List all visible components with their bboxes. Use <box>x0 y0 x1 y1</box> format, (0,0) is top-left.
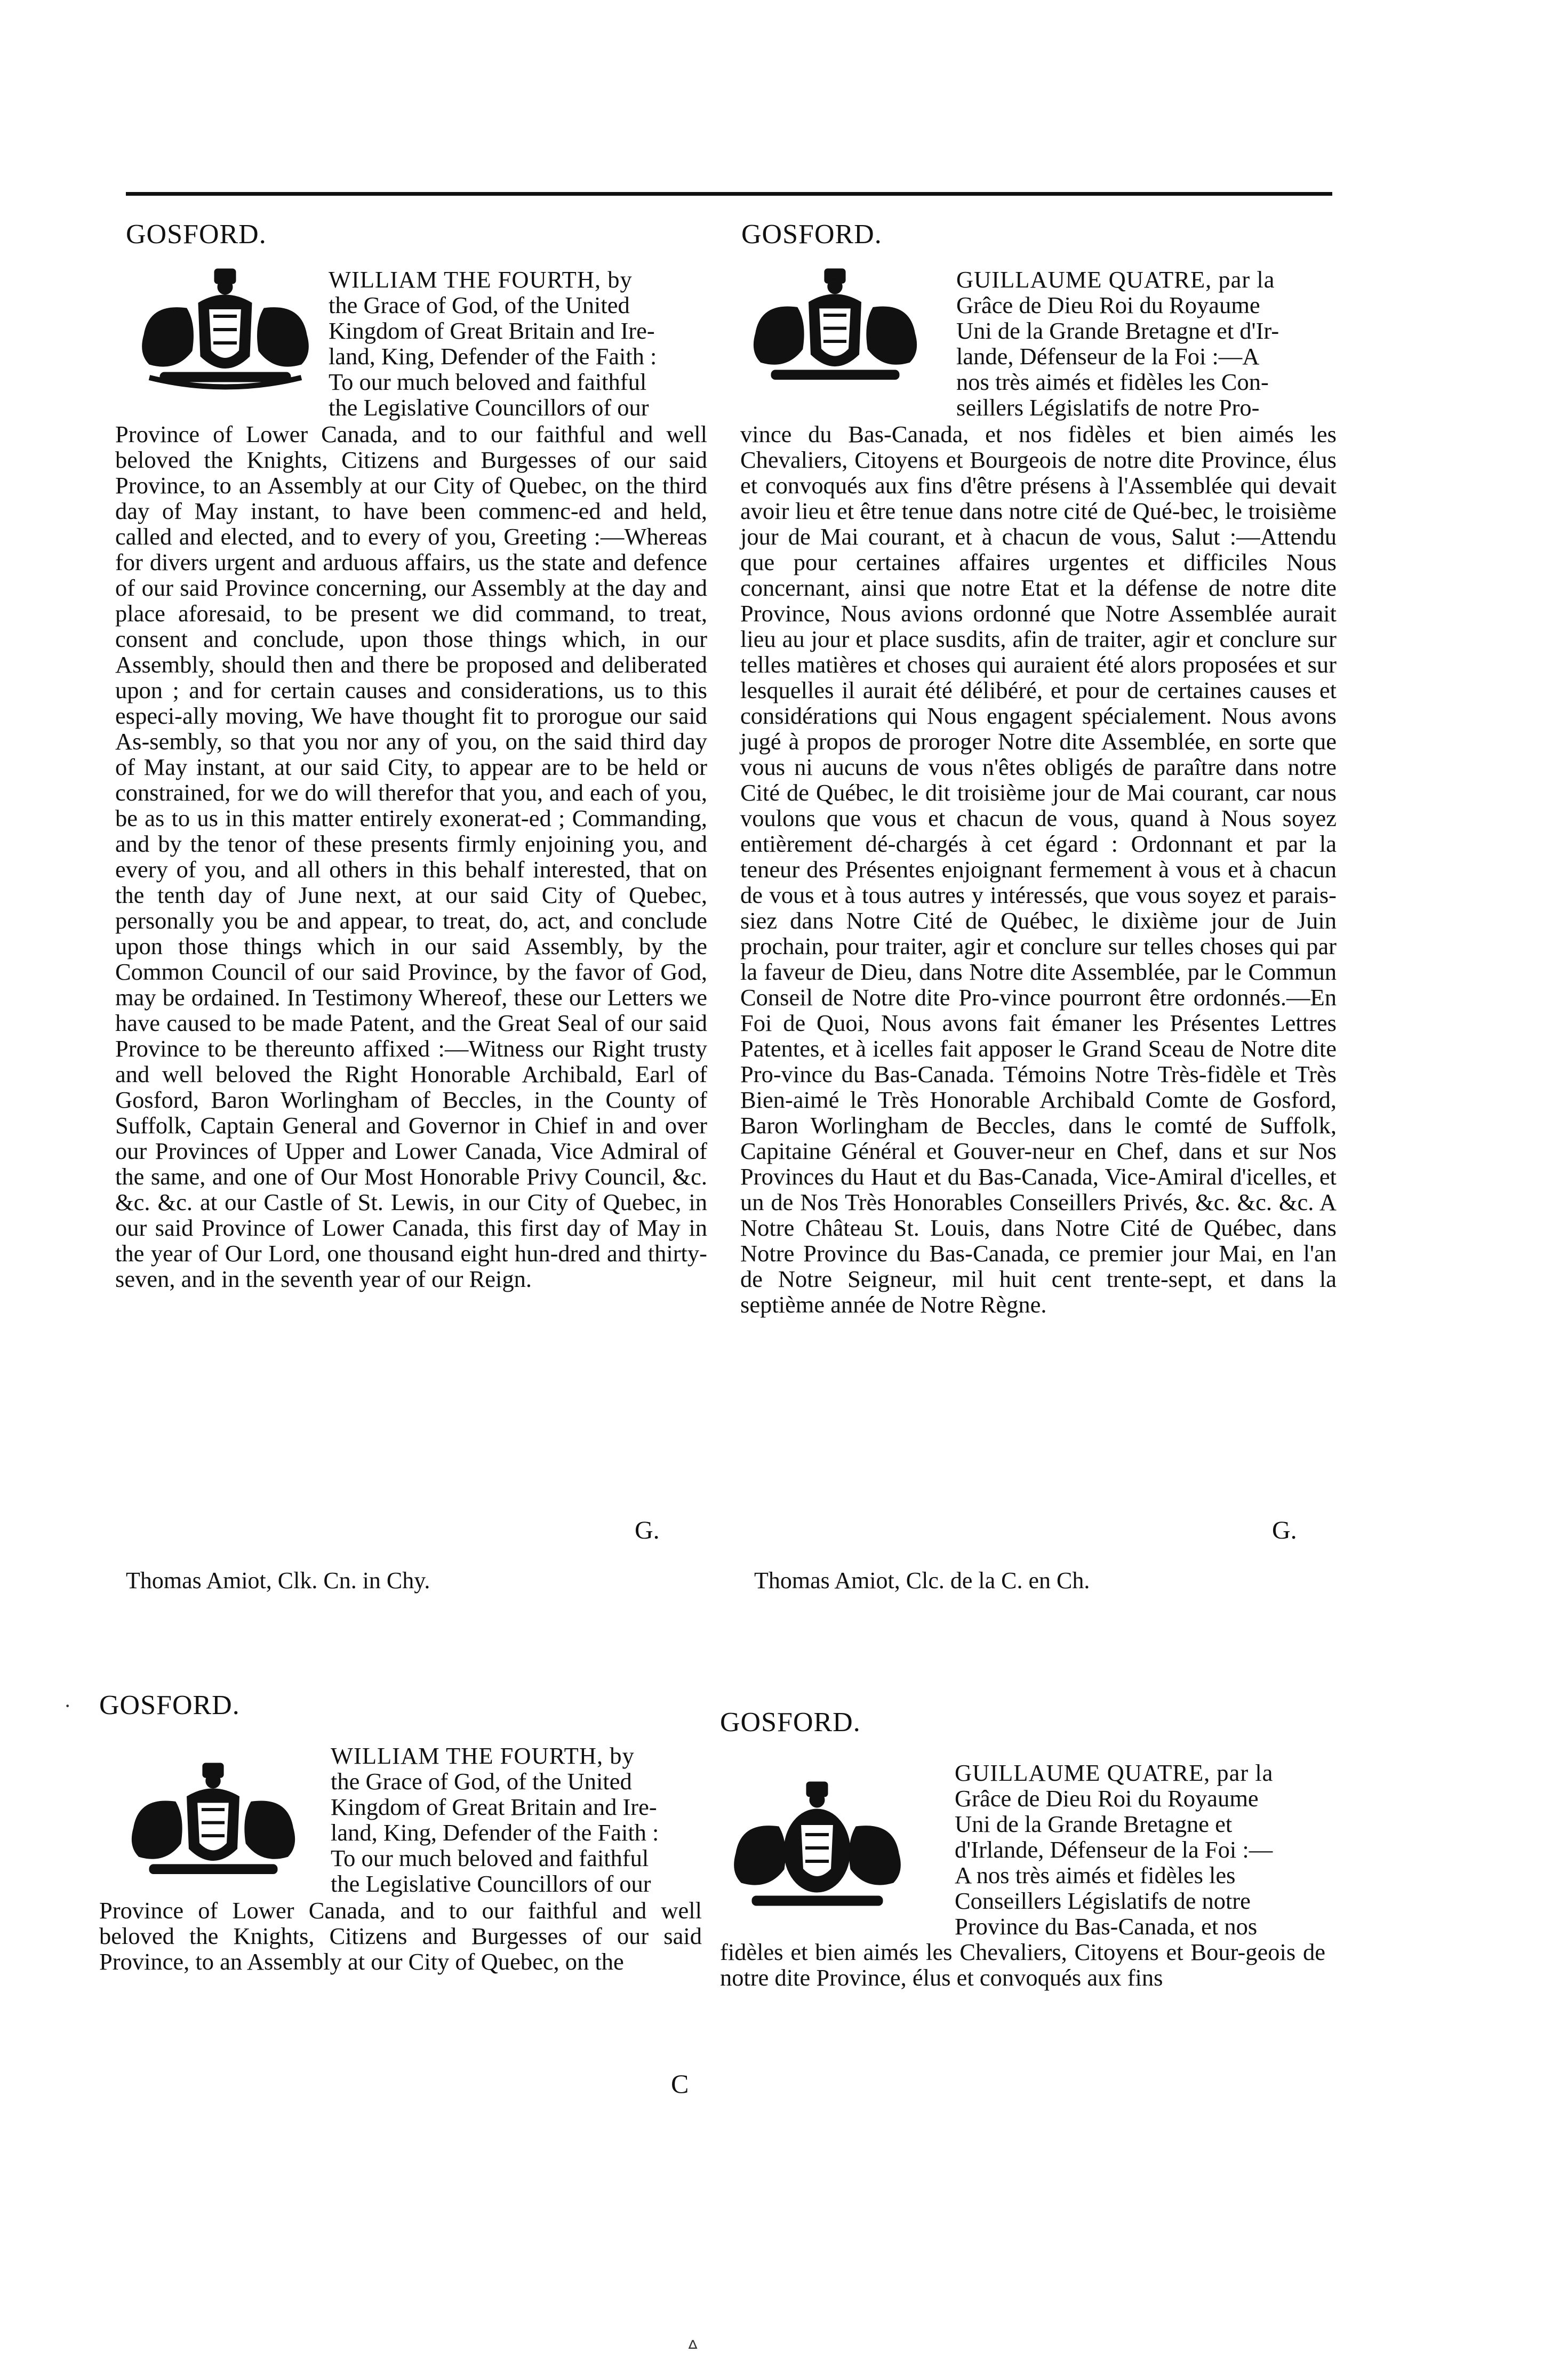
clerk-signature: Thomas Amiot, Clk. Cn. in Chy. <box>126 1567 430 1594</box>
lead-line: Uni de la Grande Bretagne et <box>955 1811 1233 1837</box>
top-rule <box>126 192 1332 196</box>
lead-line: land, King, Defender of the Faith : <box>329 343 657 370</box>
lead-line: Grâce de Dieu Roi du Royaume <box>955 1785 1259 1812</box>
lead-line: To our much beloved and faithful <box>329 369 647 395</box>
lead-line: the Grace of God, of the United <box>329 292 630 318</box>
heading-top-right: GOSFORD. <box>741 219 882 250</box>
lead-line: the Grace of God, of the United <box>331 1768 632 1795</box>
lead-line: GUILLAUME QUATRE, par la <box>956 266 1275 293</box>
heading-top-left: GOSFORD. <box>126 219 267 250</box>
lead-line: Grâce de Dieu Roi du Royaume <box>956 292 1260 318</box>
lead-line: A nos très aimés et fidèles les <box>955 1862 1236 1888</box>
footer-mark: ᐞ <box>687 2336 699 2360</box>
column-bottom-left-english <box>99 1743 702 1974</box>
lead-line: WILLIAM THE FOURTH, by <box>329 266 633 293</box>
lead-line: seillers Législatifs de notre Pro- <box>956 394 1260 421</box>
lead-line: Conseillers Législatifs de notre <box>955 1887 1251 1914</box>
arms-float-space <box>740 267 956 421</box>
lead-line: nos très aimés et fidèles les Con- <box>956 369 1269 395</box>
column-top-left-english <box>115 267 707 1292</box>
lead-line: GUILLAUME QUATRE, par la <box>955 1759 1274 1786</box>
lead-line: lande, Défenseur de la Foi :—A <box>956 343 1260 370</box>
lead-line: land, King, Defender of the Faith : <box>331 1819 659 1846</box>
heading-bottom-left: GOSFORD. <box>99 1690 240 1720</box>
column-bottom-right-french <box>720 1760 1325 1990</box>
proclamation-body: fidèles et bien aimés les Chevaliers, Citoyens et Bour-geois de notre dite Province, élus et convoqués aux fins <box>720 1939 1325 1991</box>
arms-float-space <box>99 1743 331 1898</box>
lead-line: Uni de la Grande Bretagne et d'Ir- <box>956 317 1279 344</box>
heading-bottom-right: GOSFORD. <box>720 1707 861 1738</box>
arms-float-space <box>720 1760 955 1936</box>
arms-float-space <box>115 267 329 421</box>
lead-line: d'Irlande, Défenseur de la Foi :— <box>955 1836 1273 1863</box>
lead-line: WILLIAM THE FOURTH, by <box>331 1742 635 1769</box>
proclamation-body: Province of Lower Canada, and to our faithful and well beloved the Knights, Citizens and Burgesses of our said Province, to an Assembly at our City of Quebec, on the <box>99 1897 702 1975</box>
clerk-signature: Thomas Amiot, Clc. de la C. en Ch. <box>754 1567 1090 1594</box>
lead-line: the Legislative Councillors of our <box>331 1870 651 1897</box>
lead-line: the Legislative Councillors of our <box>329 394 649 421</box>
lead-line: To our much beloved and faithful <box>331 1845 649 1871</box>
page-signature-letter: C <box>671 2069 689 2099</box>
proclamation-body: Province of Lower Canada, and to our faithful and well beloved the Knights, Citizens and Burgesses of our said Province, to an Assembly at our City of Quebec, on the third day of May instant, to have been commenc-ed and held, called and elected, and to every of you, Greeting :—Whereas for divers urgent and arduous affairs, us the state and defence of our said Province concerning, our Assembly at the day and place aforesaid, to be present we did command, to treat, consent and conclude, upon those things which, in our Assembly, should then and there be proposed and deliberated upon ; and for certain causes and considerations, us to this especi-ally moving, We have thought fit to prorogue our said As-sembly, so that you nor any of you, on the said third day of May instant, at our said City, to appear are to be held or constrained, for we do will therefor that you, and each of you, be as to us in this matter entirely exonerat-ed ; Commanding, and by the tenor of these presents firmly enjoining you, and every of you, and all others in this behalf interested, that on the tenth day of June next, at our said City of Quebec, personally you be and appear, to treat, do, act, and conclude upon those things which in our said Assembly, by the Common Council of our said Province, by the favor of God, may be ordained. In Testimony Whereof, these our Letters we have caused to be made Patent, and the Great Seal of our said Province to be thereunto affixed :—Witness our Right trusty and well beloved the Right Honorable Archibald, Earl of Gosford, Baron Worlingham of Beccles, in the County of Suffolk, Captain General and Governor in Chief in and over our Provinces of Upper and Lower Canada, Vice Admiral of the same, and one of Our Most Honorable Privy Council, &c. &c. &c. at our Castle of St. Lewis, in our City of Quebec, in our said Province of Lower Canada, this first day of May in the year of Our Lord, one thousand eight hun-dred and thirty-seven, and in the seventh year of our Reign. <box>115 421 707 1292</box>
column-top-right-french <box>740 267 1337 1317</box>
stray-mark: · <box>64 1694 71 1718</box>
lead-line: Kingdom of Great Britain and Ire- <box>329 317 655 344</box>
lead-line: Province du Bas-Canada, et nos <box>955 1913 1258 1940</box>
proclamation-body: vince du Bas-Canada, et nos fidèles et bien aimés les Chevaliers, Citoyens et Bourgeois de notre dite Province, élus et convoqués aux fins d'être présens à l'Assemblée qui devait avoir lieu et être tenue dans notre cité de Qué-bec, le troisième jour de Mai courant, et à chacun de vous, Salut :—Attendu que pour certaines affaires urgentes et difficiles Nous concernant, ainsi que notre Etat et la défense de notre dite Province, Nous avions ordonné que Notre Assemblée aurait lieu au jour et place susdits, afin de traiter, agir et conclure sur telles matières et choses qui auraient été alors proposées et sur lesquelles il aurait été délibéré, et pour de certaines causes et considérations qui Nous engagent spécialement. Nous avons jugé à propos de proroger Notre dite Assemblée, en sorte que vous ni aucuns de vous n'êtes obligés de paraître dans notre Cité de Québec, le dit troisième jour de Mai courant, car nous voulons que vous et chacun de vous, quand à Nous soyez entièrement dé-chargés à cet égard : Ordonnant et par la teneur des Présentes enjoignant fermement à vous et à chacun de vous et à tous autres y intéressés, que vous soyez et parais-siez dans Notre Cité de Québec, le dixième jour de Juin prochain, pour traiter, agir et conclure sur telles choses qui par la faveur de Dieu, dans Notre dite Assemblée, par le Commun Conseil de Notre dite Pro-vince pourront être ordonnés.—En Foi de Quoi, Nous avons fait émaner les Présentes Lettres Patentes, et à icelles fait apposer le Grand Sceau de Notre dite Pro-vince du Bas-Canada. Témoins Notre Très-fidèle et Très Bien-aimé le Très Honorable Archibald Comte de Gosford, Baron Worlingham de Beccles, dans le comté de Suffolk, Capitaine Général et Gouver-neur en Chef, dans et sur Nos Provinces du Haut et du Bas-Canada, Vice-Amiral d'icelles, et un de Nos Très Honorables Conseillers Privés, &c. &c. &c. A Notre Château St. Louis, dans Notre Cité de Québec, dans Notre Province du Bas-Canada, ce premier jour Mai, en l'an de Notre Seigneur, mil huit cent trente-sept, et dans la septième année de Notre Règne. <box>740 421 1337 1318</box>
signature-initial: G. <box>635 1516 660 1544</box>
lead-line: Kingdom of Great Britain and Ire- <box>331 1794 657 1820</box>
signature-initial: G. <box>1272 1516 1297 1544</box>
